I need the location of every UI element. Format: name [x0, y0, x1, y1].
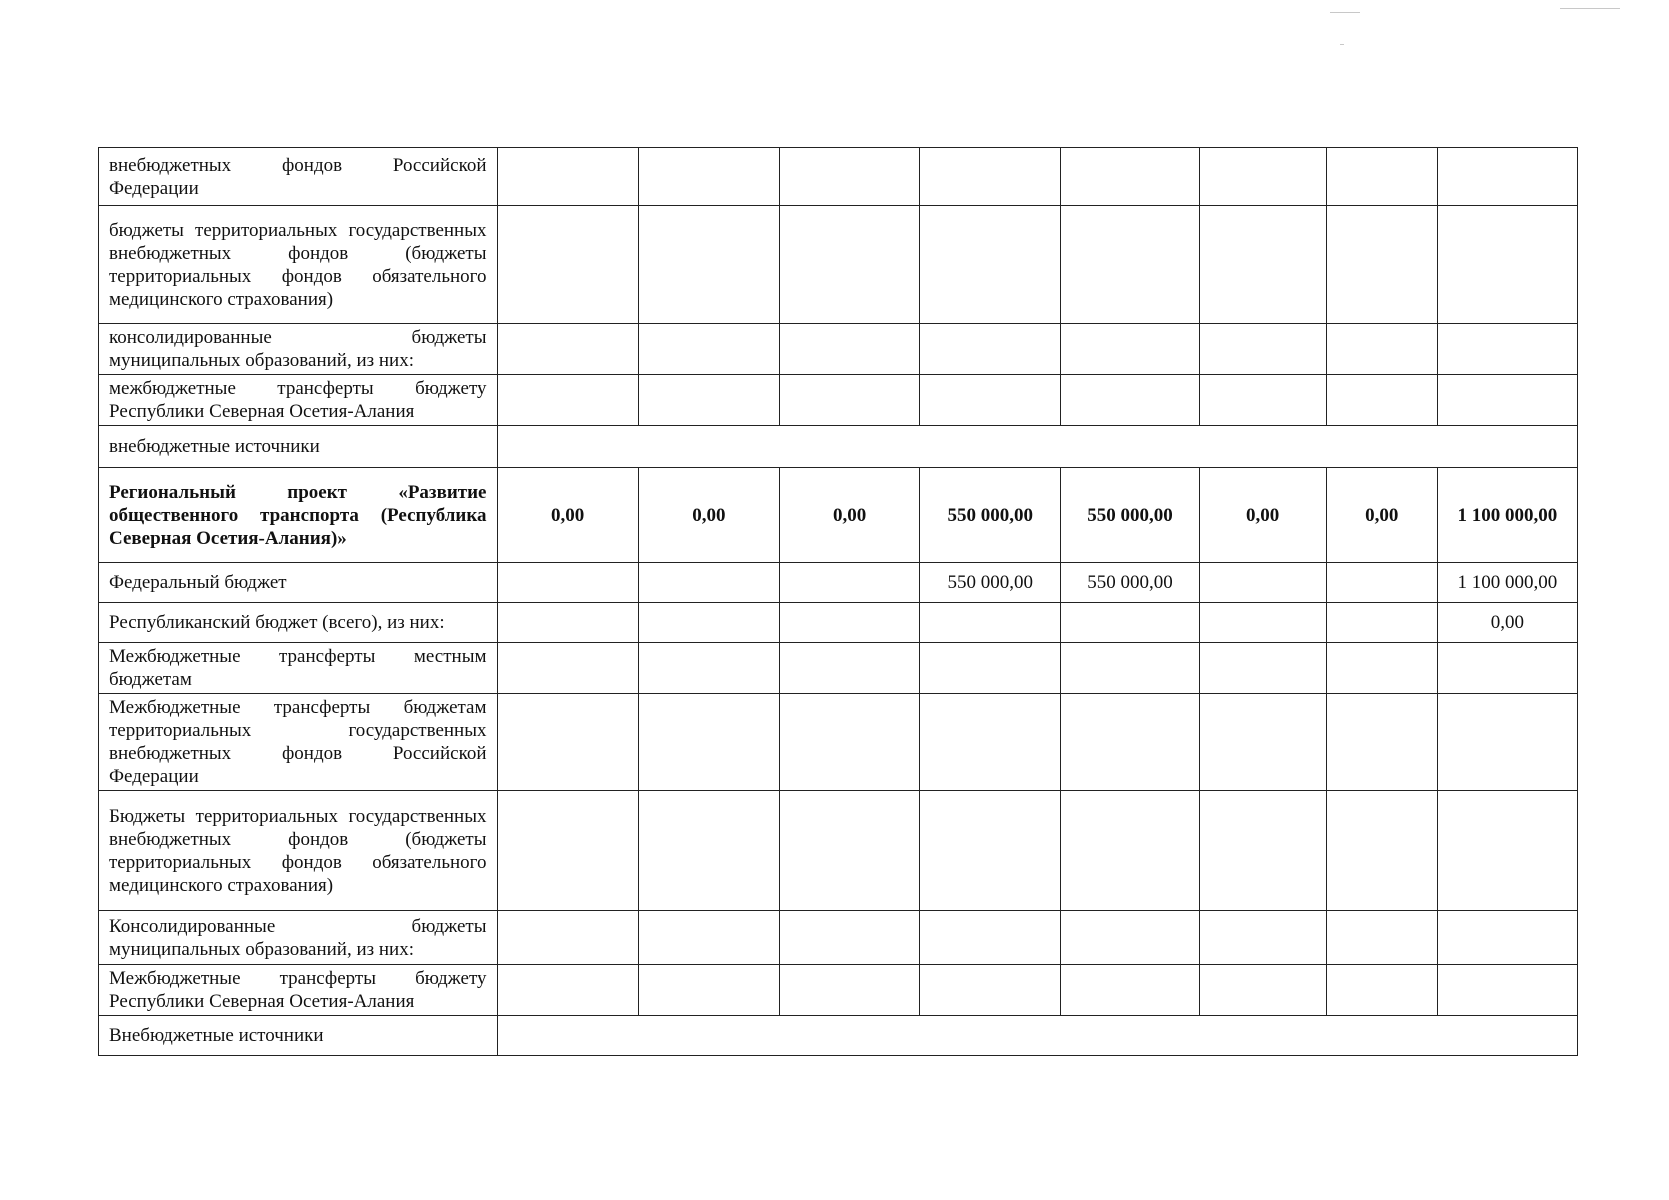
value-cell: [1199, 643, 1326, 694]
budget-row: [99, 911, 1578, 965]
total-cell: 1 100 000,00: [1437, 563, 1577, 603]
value-cell: [497, 643, 638, 694]
value-cell: [638, 643, 779, 694]
value-cell: [920, 148, 1061, 206]
total-cell: [1437, 791, 1577, 911]
value-cell: [1199, 694, 1326, 791]
budget-row: [99, 643, 1578, 694]
value-cell: 550 000,00: [920, 563, 1061, 603]
total-cell: [1437, 694, 1577, 791]
value-cell: [497, 563, 638, 603]
budget-row: [99, 324, 1578, 375]
value-cell: [920, 643, 1061, 694]
total-cell: [1437, 324, 1577, 375]
value-cell: [779, 603, 919, 643]
value-cell: [1061, 375, 1199, 426]
value-cell: [1061, 206, 1199, 324]
budget-row: [99, 1016, 1578, 1056]
total-cell: 0,00: [1437, 603, 1577, 643]
value-cell: [779, 563, 919, 603]
value-cell: [497, 603, 638, 643]
value-cell: [1326, 643, 1437, 694]
value-cell: [497, 911, 638, 965]
total-cell: [1437, 911, 1577, 965]
value-cell: [1326, 791, 1437, 911]
value-cell: 0,00: [638, 468, 779, 563]
row-label: Республиканский бюджет (всего), из них:: [99, 603, 498, 643]
budget-row: [99, 694, 1578, 791]
budget-row: [99, 375, 1578, 426]
budget-table: [98, 147, 1578, 1056]
value-cell: [638, 563, 779, 603]
row-label: Региональный проект «Развитие общественного транспорта (Республика Северная Осетия-Алания)»: [99, 468, 498, 563]
value-cell: [779, 643, 919, 694]
value-cell: [638, 148, 779, 206]
value-cell: [1061, 911, 1199, 965]
value-cell: [1061, 603, 1199, 643]
value-cell: [497, 375, 638, 426]
row-label: Федеральный бюджет: [99, 563, 498, 603]
total-cell: [1437, 375, 1577, 426]
value-cell: [497, 694, 638, 791]
value-cell: [779, 148, 919, 206]
value-cell: [497, 965, 638, 1016]
project-total-row: [99, 468, 1578, 563]
total-cell: [1437, 148, 1577, 206]
value-cell: [638, 206, 779, 324]
value-cell: [920, 965, 1061, 1016]
value-cell: [1326, 148, 1437, 206]
row-label: Бюджеты территориальных государственных внебюджетных фондов (бюджеты территориальных фондов обязательного медицинского страхования): [99, 791, 498, 911]
value-cell: [1199, 148, 1326, 206]
value-cell: [638, 694, 779, 791]
value-cell: [1199, 965, 1326, 1016]
row-label: Межбюджетные трансферты бюджетам территориальных государственных внебюджетных фондов Российской Федерации: [99, 694, 498, 791]
budget-row: [99, 603, 1578, 643]
value-cell: [1326, 375, 1437, 426]
value-cell: [497, 791, 638, 911]
value-cell: [497, 324, 638, 375]
value-cell: [638, 324, 779, 375]
total-cell: [1437, 206, 1577, 324]
row-label: Межбюджетные трансферты бюджету Республики Северная Осетия-Алания: [99, 965, 498, 1016]
value-cell: [920, 603, 1061, 643]
value-cell: [920, 911, 1061, 965]
value-cell: [1326, 563, 1437, 603]
value-cell: [638, 791, 779, 911]
value-cell: [638, 911, 779, 965]
value-cell: [1326, 911, 1437, 965]
row-label: внебюджетных фондов Российской Федерации: [99, 148, 498, 206]
budget-row: [99, 791, 1578, 911]
value-cell: [779, 694, 919, 791]
merged-value-cell: [497, 426, 1578, 468]
value-cell: 0,00: [497, 468, 638, 563]
row-label: бюджеты территориальных государственных внебюджетных фондов (бюджеты территориальных фондов обязательного медицинского страхования): [99, 206, 498, 324]
value-cell: [1326, 603, 1437, 643]
budget-row: [99, 148, 1578, 206]
value-cell: [1061, 324, 1199, 375]
row-label: Межбюджетные трансферты местным бюджетам: [99, 643, 498, 694]
value-cell: [1326, 206, 1437, 324]
value-cell: [497, 206, 638, 324]
value-cell: [779, 791, 919, 911]
value-cell: [1199, 206, 1326, 324]
total-cell: [1437, 643, 1577, 694]
value-cell: 0,00: [1199, 468, 1326, 563]
value-cell: [1061, 791, 1199, 911]
value-cell: [920, 324, 1061, 375]
value-cell: [1199, 603, 1326, 643]
row-label: межбюджетные трансферты бюджету Республики Северная Осетия-Алания: [99, 375, 498, 426]
value-cell: [638, 965, 779, 1016]
budget-row: [99, 965, 1578, 1016]
budget-table-body: [99, 148, 1578, 1056]
row-label: внебюджетные источники: [99, 426, 498, 468]
value-cell: [1061, 694, 1199, 791]
value-cell: [1199, 911, 1326, 965]
scan-artifact: [1330, 12, 1360, 13]
value-cell: 550 000,00: [1061, 468, 1199, 563]
value-cell: 0,00: [1326, 468, 1437, 563]
scan-artifact: [1560, 8, 1620, 9]
value-cell: [638, 375, 779, 426]
value-cell: [920, 206, 1061, 324]
budget-row: [99, 206, 1578, 324]
value-cell: [920, 791, 1061, 911]
value-cell: [1199, 563, 1326, 603]
value-cell: [1061, 965, 1199, 1016]
value-cell: [1199, 324, 1326, 375]
value-cell: [779, 965, 919, 1016]
merged-value-cell: [497, 1016, 1578, 1056]
scan-artifact: [1340, 44, 1344, 45]
budget-row: [99, 426, 1578, 468]
total-cell: 1 100 000,00: [1437, 468, 1577, 563]
value-cell: [779, 324, 919, 375]
value-cell: [638, 603, 779, 643]
value-cell: [779, 911, 919, 965]
value-cell: 550 000,00: [1061, 563, 1199, 603]
value-cell: [779, 375, 919, 426]
value-cell: [1326, 694, 1437, 791]
total-cell: [1437, 965, 1577, 1016]
value-cell: [1199, 791, 1326, 911]
row-label: Консолидированные бюджеты муниципальных образований, из них:: [99, 911, 498, 965]
value-cell: [1326, 324, 1437, 375]
row-label: консолидированные бюджеты муниципальных образований, из них:: [99, 324, 498, 375]
value-cell: [920, 694, 1061, 791]
budget-row: [99, 563, 1578, 603]
value-cell: [920, 375, 1061, 426]
value-cell: [1061, 643, 1199, 694]
value-cell: [497, 148, 638, 206]
value-cell: 0,00: [779, 468, 919, 563]
value-cell: [1199, 375, 1326, 426]
value-cell: [1326, 965, 1437, 1016]
row-label: Внебюджетные источники: [99, 1016, 498, 1056]
value-cell: [779, 206, 919, 324]
value-cell: 550 000,00: [920, 468, 1061, 563]
value-cell: [1061, 148, 1199, 206]
